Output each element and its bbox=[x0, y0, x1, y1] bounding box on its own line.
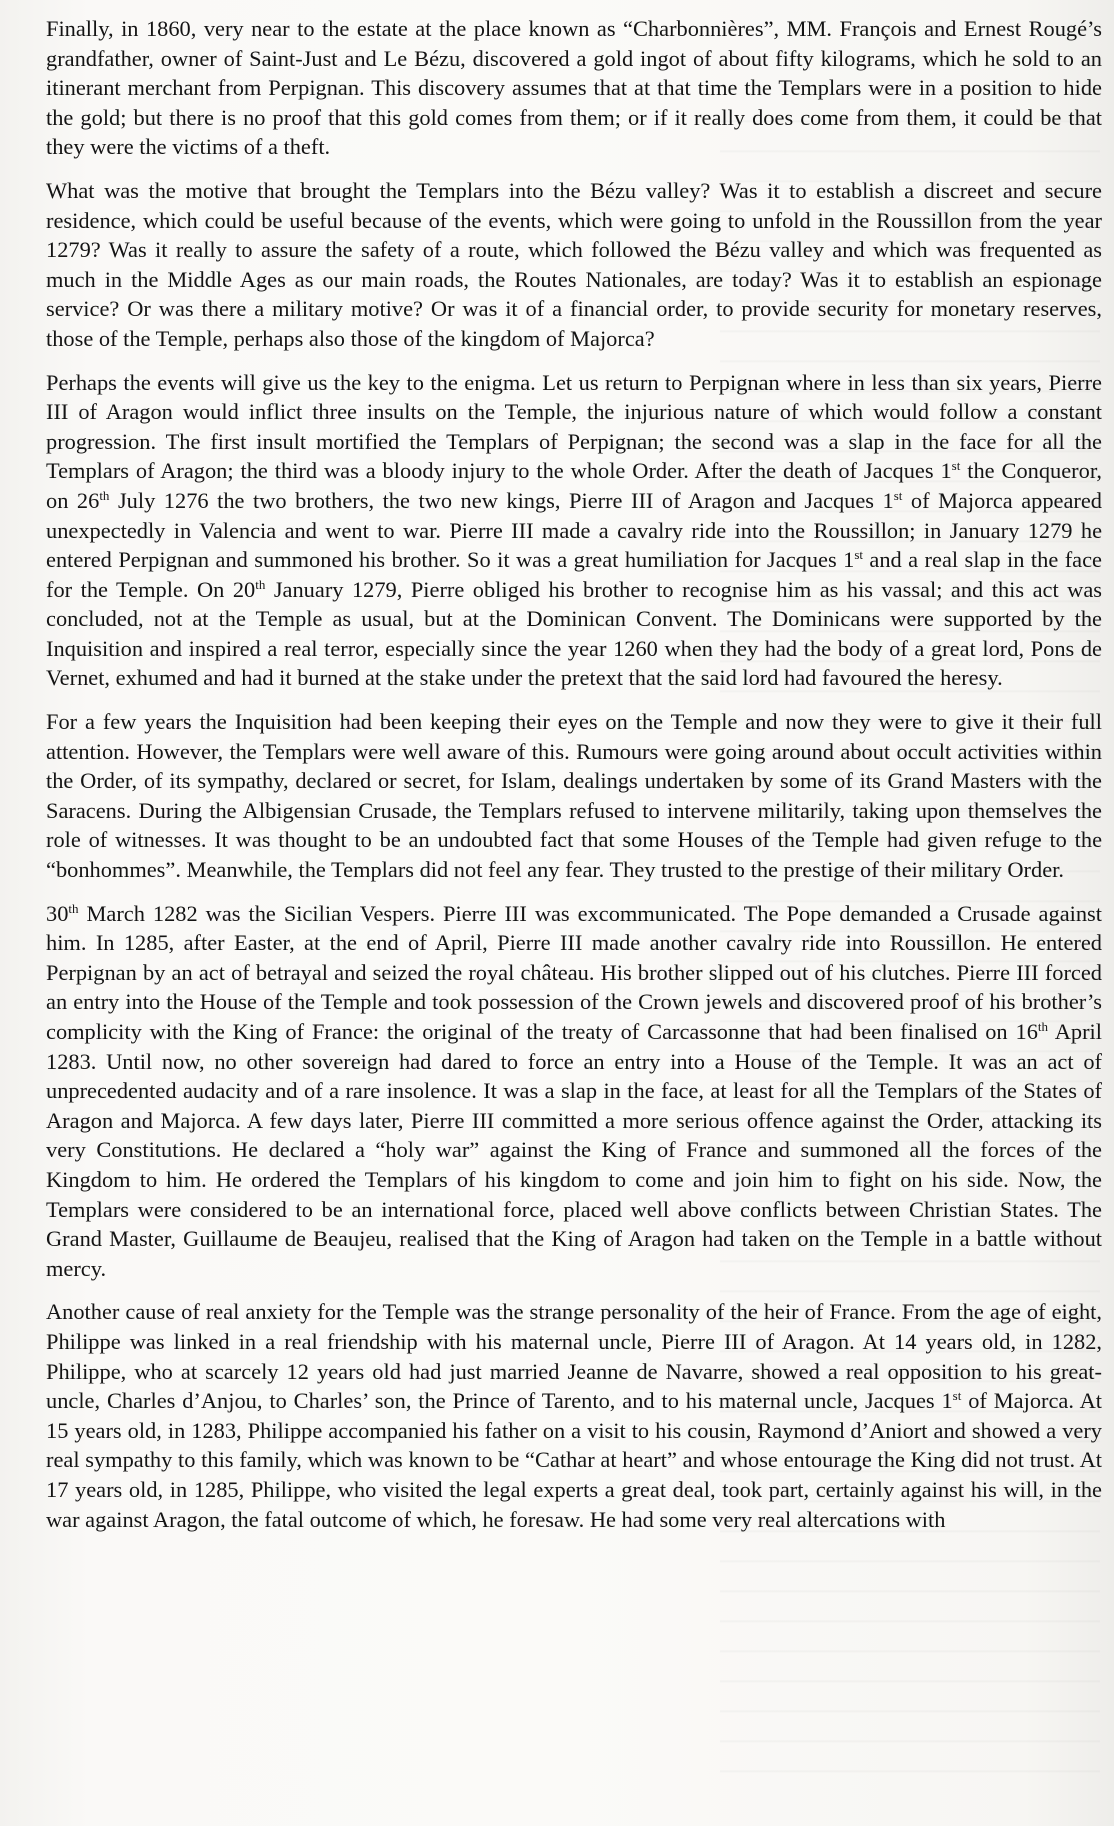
paragraph-templars-motive bbox=[46, 176, 1102, 354]
text-line: Crusade against him. In 1285, after Easter, at the end of April, Pierre III made another cavalry ride into bbox=[46, 900, 1102, 956]
text-line: years, Pierre III of Aragon would inflict three insults on the Temple, the injurious nature of which bbox=[46, 369, 1102, 425]
text-line: sovereign had dared to force an entry into a House of the Temple. It was an act of unprecedented bbox=[46, 1048, 1102, 1104]
paragraph-inquisition bbox=[46, 707, 1102, 885]
document-body bbox=[46, 14, 1102, 1549]
text-line: war against Aragon, the fatal outcome of which, he foresaw. He had some very real altercations with bbox=[46, 1506, 946, 1532]
text-line: kilograms, which he sold to an itinerant merchant from Perpignan. This discovery assumes that at that bbox=[46, 45, 1102, 101]
paragraph-sicilian-vespers bbox=[46, 899, 1102, 1284]
text-line: favoured the heresy. bbox=[821, 665, 1003, 691]
text-line: of the Crown jewels and discovered proof of his brother’s complicity with the King of France: the bbox=[46, 989, 1102, 1044]
text-line: Aragon and Majorca. A few days later, Pierre III committed a more serious offence against the Order, bbox=[46, 1107, 984, 1133]
text-line: secure residence, which could be useful because of the events, which were going to unfold in the bbox=[46, 177, 1102, 233]
text-line: audacity and of a rare insolence. It was a slap in the face, at least for all the Templars of the States of bbox=[182, 1078, 1102, 1104]
text-line: the age of eight, Philippe was linked in a real friendship with his maternal uncle, Pierre III of Aragon. bbox=[46, 1299, 1102, 1354]
text-line: slipped out of his clutches. Pierre III forced an entry into the House of the Temple and took possession bbox=[46, 959, 1102, 1015]
text-line: 20th January 1279, Pierre obliged his brother to recognise him as his vassal; and this act was concluded, bbox=[46, 576, 1102, 632]
text-line: the kingdom of Majorca? bbox=[427, 325, 655, 351]
text-line: to be an undoubted fact that some Houses of the Temple had given refuge to the “bonhommes”. bbox=[46, 827, 1103, 883]
text-line: not at the Temple as usual, but at the Dominican Convent. The Dominicans were supported by the bbox=[153, 606, 1102, 632]
text-line: Aragon had taken on the Temple in a battle without mercy. bbox=[46, 1226, 1102, 1281]
text-line: 30th March 1282 was the Sicilian Vespers. Pierre III was excommunicated. The Pope demanded a bbox=[46, 900, 950, 926]
text-line: What was the motive that brought the Templars into the Bézu valley? Was it to establish a discreet and bbox=[46, 177, 1036, 203]
text-line: undertaken by some of its Grand Masters with the Saracens. During the Albigensian Crusade, the bbox=[46, 768, 1102, 823]
text-line: valley and which was frequented as much in the Middle Ages as our main roads, the Routes Nationales, bbox=[46, 237, 1102, 292]
text-line: Finally, in 1860, very near to the estate at the place known as “Charbonnières”, MM. François and bbox=[46, 16, 957, 41]
text-line: After the death of Jacques 1st the Conqueror, on 26th July 1276 the two brothers, the two new kings, bbox=[46, 458, 1102, 513]
text-line: Meanwhile, the Templars did not feel any fear. They trusted to the prestige of their military Order. bbox=[186, 857, 1064, 883]
text-line: all the forces of the Kingdom to him. He ordered the Templars of his kingdom to come and join him to bbox=[46, 1137, 1102, 1192]
text-line: in 1285, Philippe, who visited the legal experts a great deal, took part, certainly against his will, in the bbox=[169, 1476, 1102, 1502]
text-line: time the Templars were in a position to hide the gold; but there is no proof that this gold comes from bbox=[46, 75, 1102, 130]
text-line: showed a real opposition to his great-uncle, Charles d’Anjou, to Charles’ son, the Prince of Tarento, bbox=[46, 1358, 1102, 1414]
text-line: conflicts between Christian States. The Grand Master, Guillaume de Beaujeu, realised that the King of bbox=[46, 1196, 1102, 1252]
text-line: and to his maternal uncle, Jacques 1st of Majorca. At 15 years old, in 1283, Philippe accompanied his bbox=[46, 1388, 1102, 1443]
text-line: Templars refused to intervene militarily, taking upon themselves the role of witnesses. It was thought bbox=[46, 797, 1102, 853]
text-line: would follow a constant progression. The first insult mortified the Templars of Perpignan; the second bbox=[46, 399, 1102, 454]
text-line: At 14 years old, in 1282, Philippe, who at scarcely 12 years old had just married Jeanne de Navarre, bbox=[46, 1328, 1103, 1384]
text-line: Perhaps the events will give us the key to the enigma. Let us return to Perpignan where in less than six bbox=[46, 369, 983, 395]
text-line: lord, Pons de Vernet, exhumed and had it burned at the stake under the pretext that the said lord had bbox=[46, 635, 1102, 691]
text-line: Pierre III of Aragon and Jacques 1st of Majorca appeared unexpectedly in Valencia and went to war. bbox=[46, 487, 1102, 543]
text-line: Roussillon. He entered Perpignan by an act of betrayal and seized the royal château. His brother bbox=[46, 930, 1102, 985]
text-line: Roussillon from the year 1279? Was it really to assure the safety of a route, which followed the Bézu bbox=[46, 207, 1102, 263]
text-line: Ernest Rougé’s grandfather, owner of Saint-Just and Le Bézu, discovered a gold ingot of about fifty bbox=[46, 16, 1102, 71]
text-line: original of the treaty of Carcassonne that had been finalised on 16th April 1283. Until now, no other bbox=[46, 1019, 1102, 1074]
paragraph-pierre-iii-insults bbox=[46, 368, 1102, 694]
text-line: fight on his side. Now, the Templars were considered to be an international force, placed well above bbox=[46, 1166, 1102, 1222]
text-line: attacking its very Constitutions. He declared a “holy war” against the King of France and summoned bbox=[46, 1107, 1102, 1163]
text-line: Another cause of real anxiety for the Temple was the strange personality of the heir of France. From bbox=[46, 1299, 951, 1325]
text-line: about occult activities within the Order, of its sympathy, declared or secret, for Islam, dealings bbox=[46, 738, 1102, 794]
text-line: are today? Was it to establish an espionage service? Or was there a military motive? Or was it of a bbox=[46, 266, 1102, 322]
paragraph-heir-of-france bbox=[46, 1297, 1102, 1534]
text-line: his brother. So it was a great humiliation for Jacques 1st and a real slap in the face for the Temple. On bbox=[46, 547, 1102, 602]
text-line: Inquisition and inspired a real terror, especially since the year 1260 when they had the body of a great bbox=[46, 635, 976, 661]
text-line: was a slap in the face for all the Templars of Aragon; the third was a bloody injury to the whole Order. bbox=[46, 428, 1102, 484]
text-line: For a few years the Inquisition had been keeping their eyes on the Temple and now they were to give it bbox=[46, 709, 1015, 735]
paragraph-charbonnieres-gold bbox=[46, 14, 1102, 162]
text-line: father on a visit to his cousin, Raymond d’Aniort and showed a very real sympathy to this family, bbox=[46, 1417, 1102, 1473]
text-line: their full attention. However, the Templars were well aware of this. Rumours were going around bbox=[46, 709, 1102, 764]
text-line: Pierre III made a cavalry ride into the Roussillon; in January 1279 he entered Perpignan and summoned bbox=[46, 517, 1103, 573]
text-line: financial order, to provide security for monetary reserves, those of the Temple, perhaps also those of bbox=[46, 296, 1102, 351]
text-line: which was known to be “Cathar at heart” and whose entourage the King did not trust. At 17 years old, bbox=[46, 1447, 1102, 1502]
text-line: them; or if it really does come from them, it could be that they were the victims of a theft. bbox=[46, 104, 1102, 160]
